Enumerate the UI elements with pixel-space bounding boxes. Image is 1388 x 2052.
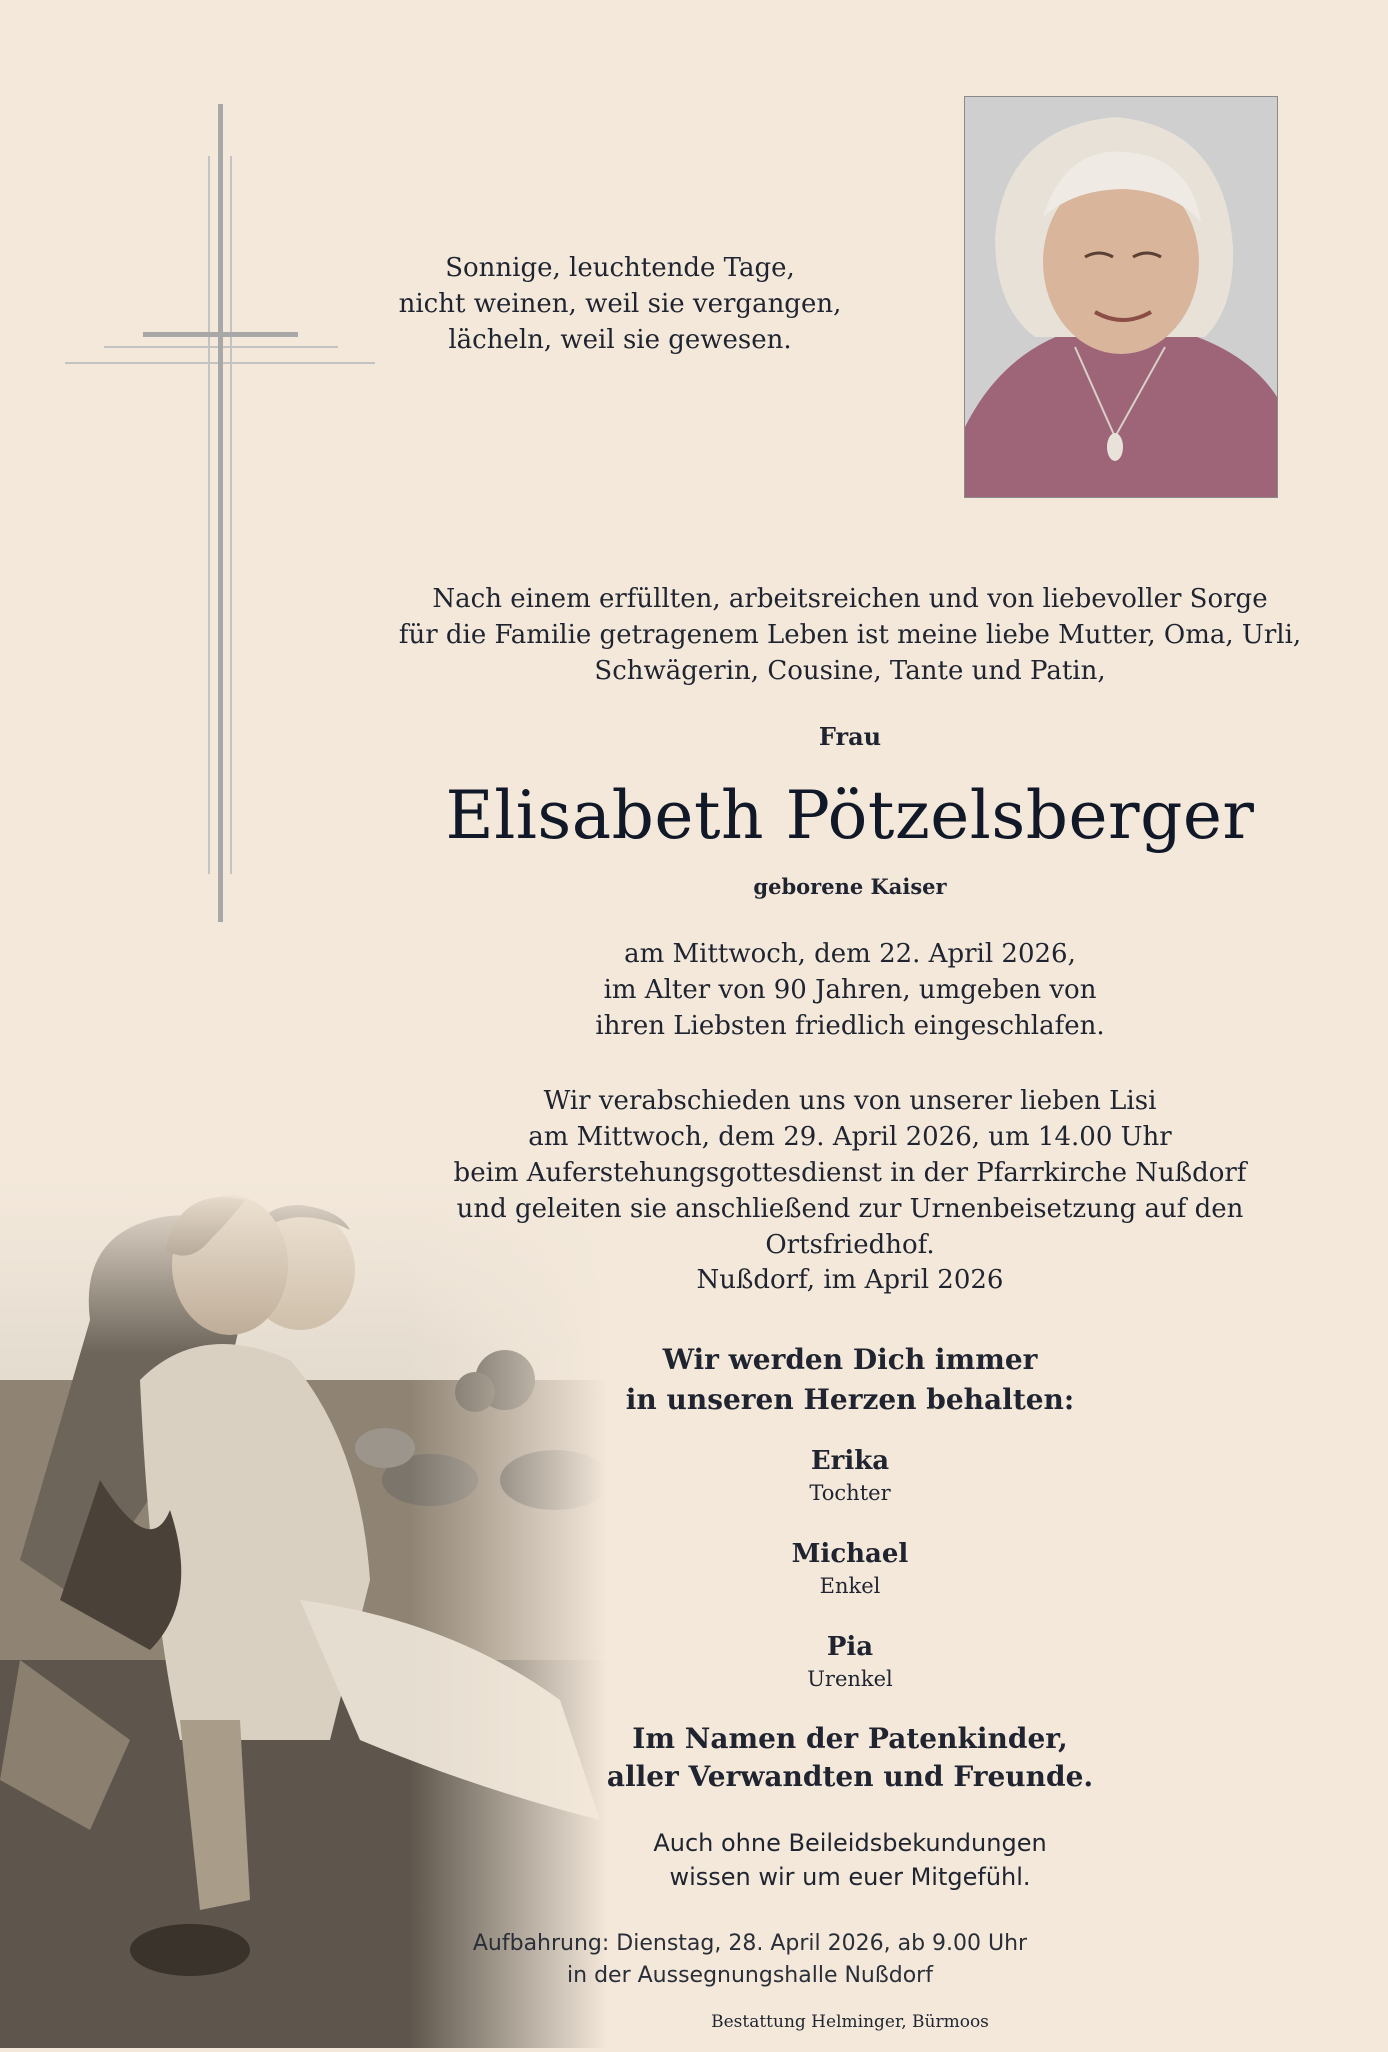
condolence-line: wissen wir um euer Mitgefühl. xyxy=(669,1863,1031,1891)
vintage-couple-photo xyxy=(0,1180,660,2048)
verse-line: Sonnige, leuchtende Tage, xyxy=(445,253,795,283)
death-line: ihren Liebsten friedlich eingeschlafen. xyxy=(595,1011,1105,1041)
condolence-line: Auch ohne Beileidsbekundungen xyxy=(653,1829,1047,1857)
intro-line: Nach einem erfüllten, arbeitsreichen und von liebevoller Sorge xyxy=(432,584,1268,614)
condolence-note xyxy=(380,1826,1320,1894)
intro-line: Schwägerin, Cousine, Tante und Patin, xyxy=(594,656,1106,686)
funeral-line: am Mittwoch, dem 29. April 2026, um 14.00 Uhr xyxy=(528,1122,1172,1152)
cross-icon xyxy=(218,104,223,922)
motto xyxy=(380,1340,1320,1420)
intro-line: für die Familie getragenem Leben ist meine liebe Mutter, Oma, Urli, xyxy=(398,620,1302,650)
family-member-relation: Tochter xyxy=(809,1481,891,1505)
verse-line: nicht weinen, weil sie vergangen, xyxy=(398,289,842,319)
death-line: am Mittwoch, dem 22. April 2026, xyxy=(624,939,1076,969)
family-member-name: Pia xyxy=(826,1632,874,1662)
closing xyxy=(380,1720,1320,1796)
undertaker: Bestattung Helminger, Bürmoos xyxy=(711,2012,989,2032)
wake-line: Aufbahrung: Dienstag, 28. April 2026, ab 9.00 Uhr xyxy=(472,1931,1028,1956)
funeral-paragraph xyxy=(380,1083,1320,1263)
closing-line: aller Verwandten und Freunde. xyxy=(606,1760,1094,1793)
maiden-name: geborene Kaiser xyxy=(753,874,947,899)
wake-line: in der Aussegnungshalle Nußdorf xyxy=(567,1963,933,1988)
family-member-name: Michael xyxy=(791,1539,909,1569)
family-member-name: Erika xyxy=(810,1446,890,1476)
verse xyxy=(390,250,850,358)
funeral-line: und geleiten sie anschließend zur Urnenbeisetzung auf den Ortsfriedhof. xyxy=(456,1194,1244,1260)
place-date: Nußdorf, im April 2026 xyxy=(696,1265,1004,1295)
death-paragraph xyxy=(380,936,1320,1044)
intro-paragraph xyxy=(380,581,1320,689)
closing-line: Im Namen der Patenkinder, xyxy=(632,1722,1068,1755)
family-member-relation: Urenkel xyxy=(807,1667,893,1691)
cross-decor-line xyxy=(208,156,210,874)
portrait-photo xyxy=(964,96,1278,498)
motto-line: Wir werden Dich immer xyxy=(662,1343,1038,1376)
wake-info xyxy=(280,1928,1220,1992)
funeral-line: Wir verabschieden uns von unserer lieben Lisi xyxy=(543,1086,1157,1116)
deceased-name: Elisabeth Pötzelsberger xyxy=(445,777,1255,854)
motto-line: in unseren Herzen behalten: xyxy=(625,1383,1075,1416)
family-member-relation: Enkel xyxy=(819,1574,881,1598)
cross-icon-bar xyxy=(143,332,298,337)
death-line: im Alter von 90 Jahren, umgeben von xyxy=(603,975,1097,1005)
funeral-line: beim Auferstehungsgottesdienst in der Pfarrkirche Nußdorf xyxy=(453,1158,1247,1188)
salutation: Frau xyxy=(818,722,882,751)
cross-decor-line xyxy=(230,156,232,874)
verse-line: lächeln, weil sie gewesen. xyxy=(448,325,792,355)
